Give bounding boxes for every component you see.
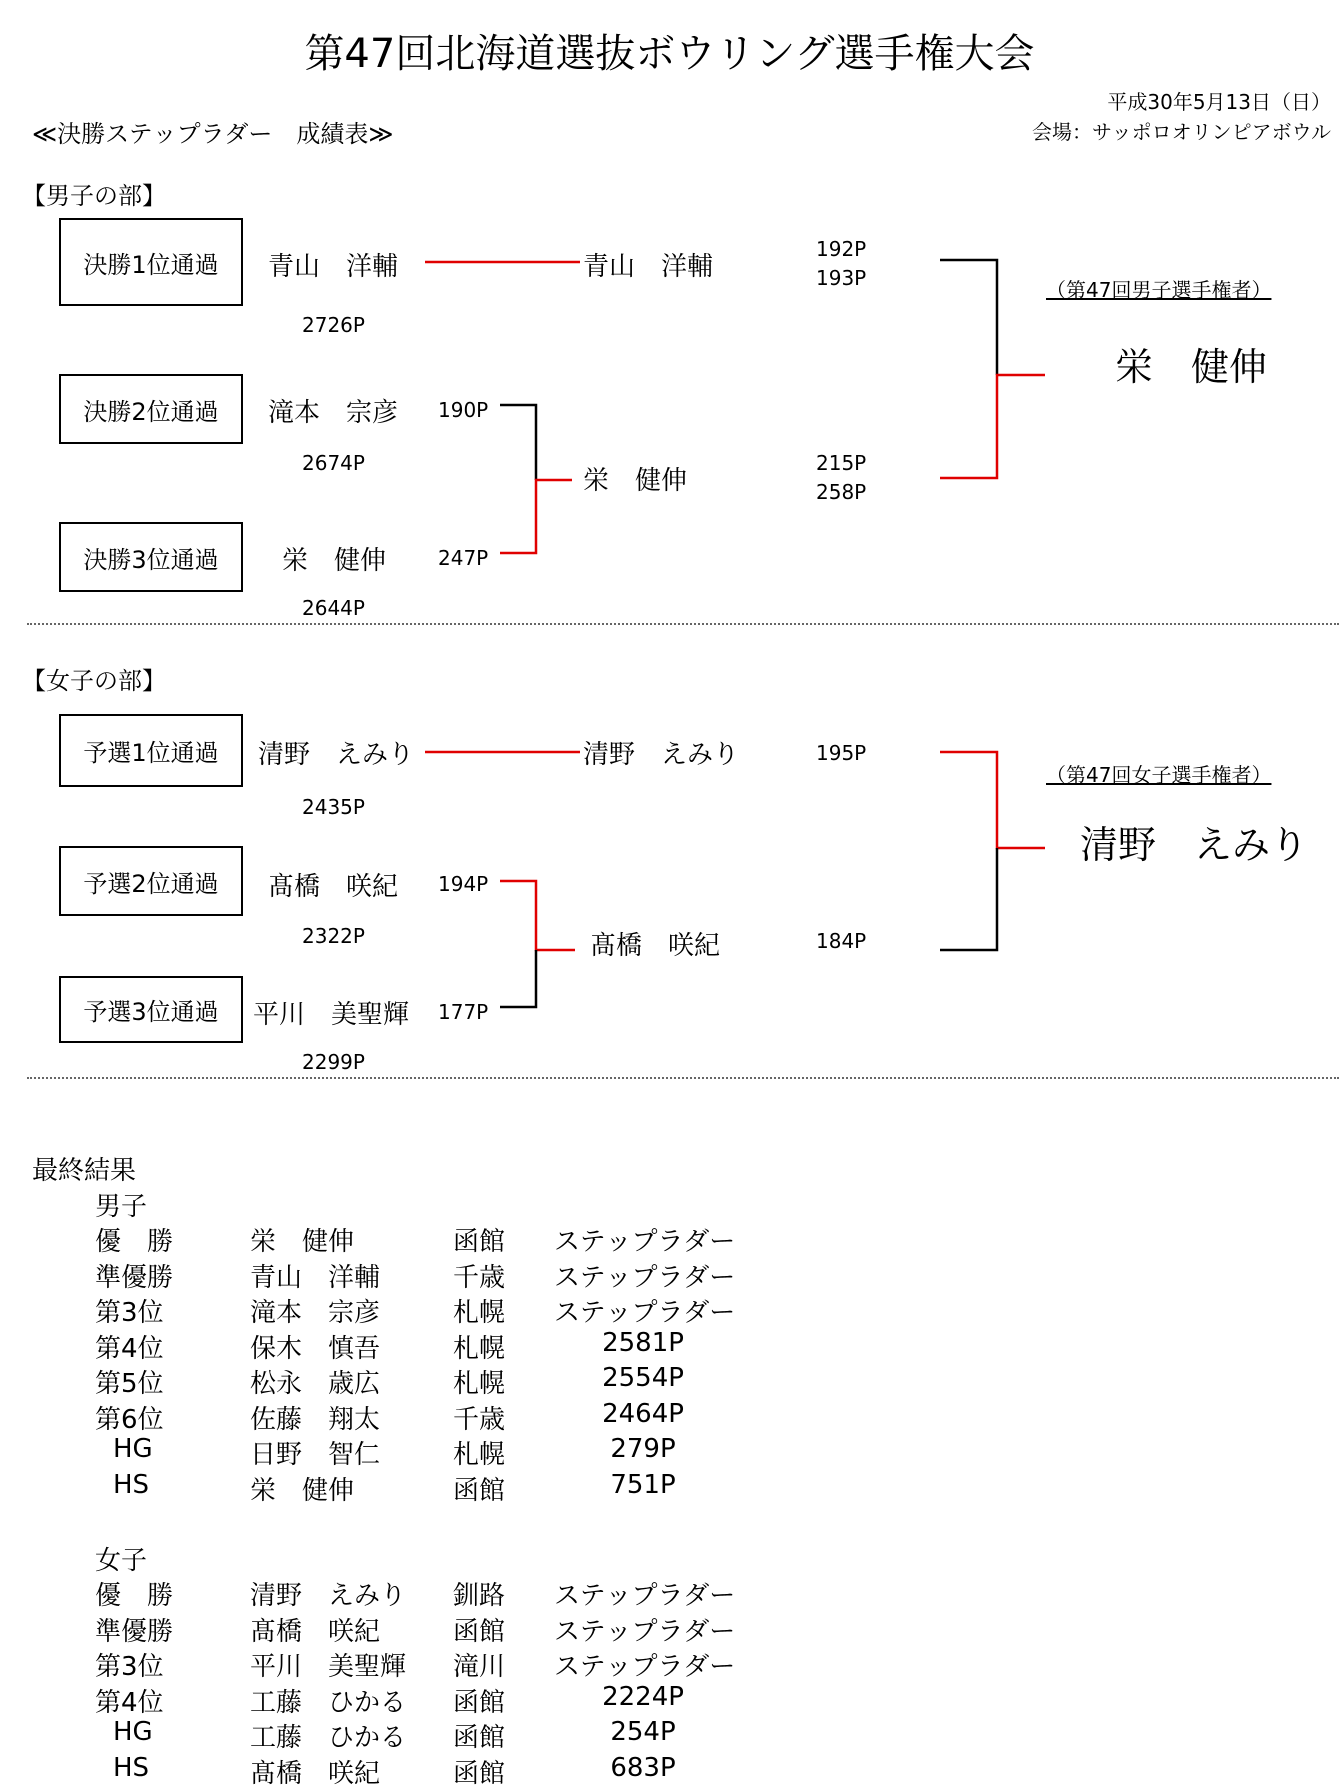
result-name: 松永 歳広 [250,1369,381,1399]
result-name: 髙橋 咲紀 [250,1616,381,1647]
result-place: 準優勝 [95,1616,174,1647]
men-seed1-name: 青山 洋輔 [268,252,399,282]
men-seed1-total: 2726P [302,313,365,337]
divider [27,1077,1339,1079]
result-name: 佐藤 翔太 [250,1404,381,1435]
result-place: HG [113,1434,153,1464]
event-date: 平成30年5月13日（日） [1107,90,1331,114]
result-place: 第6位 [95,1404,164,1435]
women-champion-label: （第47回女子選手権者） [1046,763,1272,787]
women-final-bottom-score: 184P [816,929,867,953]
men-seed3-box: 決勝3位通過 [59,522,243,592]
women-seed3-line [500,950,536,1007]
men-final-top-name: 青山 洋輔 [583,252,714,282]
women-final-top-name: 清野 えみり [583,740,740,770]
result-note: 2464P [602,1398,684,1429]
men-final-bottom-score-1: 215P [816,451,867,475]
result-city: 札幌 [453,1440,506,1470]
men-seed3-line [500,480,572,553]
result-city: 函館 [453,1758,506,1789]
result-note: 2554P [602,1363,684,1393]
result-note: ステップラダー [554,1298,736,1328]
result-note: 2224P [602,1681,684,1712]
men-seed3-name: 栄 健伸 [282,546,387,576]
women-seed3-game: 177P [438,1000,489,1024]
result-place: 第5位 [95,1369,164,1399]
women-final-top-score: 195P [816,741,867,765]
result-name: 青山 洋輔 [250,1262,381,1293]
result-place: HS [113,1469,150,1500]
result-place: 第4位 [95,1687,164,1718]
men-final-top-line [940,260,997,375]
men-semi-winner: 栄 健伸 [583,466,688,496]
result-name: 滝本 宗彦 [250,1298,381,1328]
result-name: 清野 えみり [250,1581,407,1611]
result-place: 優 勝 [95,1227,174,1257]
women-section-header: 【女子の部】 [22,667,166,695]
women-seed2-total: 2322P [302,924,365,948]
result-place: 優 勝 [95,1581,174,1611]
men-final-top-score-2: 193P [816,266,867,290]
result-city: 千歳 [453,1404,506,1435]
result-city: 滝川 [453,1652,506,1682]
men-seed2-line [500,405,536,480]
women-seed2-game: 194P [438,872,489,896]
result-city: 函館 [453,1687,506,1718]
men-section-header: 【男子の部】 [22,182,166,210]
result-city: 札幌 [453,1369,506,1399]
result-name: 栄 健伸 [250,1475,355,1506]
result-name: 栄 健伸 [250,1227,355,1257]
women-final-top-line [940,752,1045,848]
men-champion-name: 栄 健伸 [1115,345,1268,389]
result-note: ステップラダー [554,1652,736,1682]
women-seed1-total: 2435P [302,795,365,819]
result-place: 第3位 [95,1652,164,1682]
results-women-heading: 女子 [95,1546,148,1576]
result-city: 函館 [453,1723,506,1753]
men-seed2-total: 2674P [302,451,365,475]
result-city: 釧路 [453,1581,506,1611]
result-city: 函館 [453,1475,506,1506]
subtitle: ≪決勝ステップラダー 成績表≫ [32,120,394,148]
result-note: 683P [610,1752,676,1783]
results-men-heading: 男子 [95,1192,148,1222]
women-seed2-line [500,881,575,950]
women-seed2-name: 髙橋 咲紀 [268,872,399,902]
result-name: 工藤 ひかる [250,1687,407,1718]
men-final-top-score-1: 192P [816,237,867,261]
page-title: 第47回北海道選抜ボウリング選手権大会 [304,31,1035,77]
result-note: 279P [610,1434,676,1464]
women-champion-name: 清野 えみり [1080,823,1309,867]
result-city: 札幌 [453,1333,506,1364]
men-seed3-game: 247P [438,546,489,570]
result-city: 千歳 [453,1262,506,1293]
divider [27,623,1339,625]
men-champion-label: （第47回男子選手権者） [1046,278,1272,302]
result-note: 254P [610,1717,676,1747]
women-seed3-total: 2299P [302,1050,365,1074]
men-seed3-total: 2644P [302,596,365,620]
result-city: 札幌 [453,1298,506,1328]
event-venue: 会場：サッポロオリンピアボウル [1032,120,1331,144]
result-note: ステップラダー [554,1227,736,1257]
result-note: ステップラダー [554,1616,736,1647]
result-note: ステップラダー [554,1581,736,1611]
men-seed2-name: 滝本 宗彦 [268,398,399,428]
women-final-bottom-line [940,848,997,950]
result-name: 日野 智仁 [250,1440,381,1470]
men-seed2-box: 決勝2位通過 [59,374,243,444]
result-city: 函館 [453,1616,506,1647]
result-place: HG [113,1717,153,1747]
women-seed3-box: 予選3位通過 [59,976,243,1043]
women-seed1-name: 清野 えみり [258,740,415,770]
women-seed2-box: 予選2位通過 [59,846,243,916]
result-city: 函館 [453,1227,506,1257]
result-note: 2581P [602,1327,684,1358]
result-name: 保木 慎吾 [250,1333,381,1364]
result-note: 751P [610,1469,676,1500]
result-name: 平川 美聖輝 [250,1652,407,1682]
men-final-bottom-line [940,375,1045,478]
men-final-bottom-score-2: 258P [816,480,867,504]
result-place: 第4位 [95,1333,164,1364]
result-note: ステップラダー [554,1262,736,1293]
women-semi-winner: 髙橋 咲紀 [590,931,721,961]
result-place: 第3位 [95,1298,164,1328]
results-heading: 最終結果 [32,1156,137,1186]
result-place: HS [113,1752,150,1783]
women-seed3-name: 平川 美聖輝 [253,1000,410,1030]
men-seed1-box: 決勝1位通過 [59,218,243,306]
result-name: 髙橋 咲紀 [250,1758,381,1789]
men-seed2-game: 190P [438,398,489,422]
result-name: 工藤 ひかる [250,1723,407,1753]
women-seed1-box: 予選1位通過 [59,714,243,787]
result-place: 準優勝 [95,1262,174,1293]
